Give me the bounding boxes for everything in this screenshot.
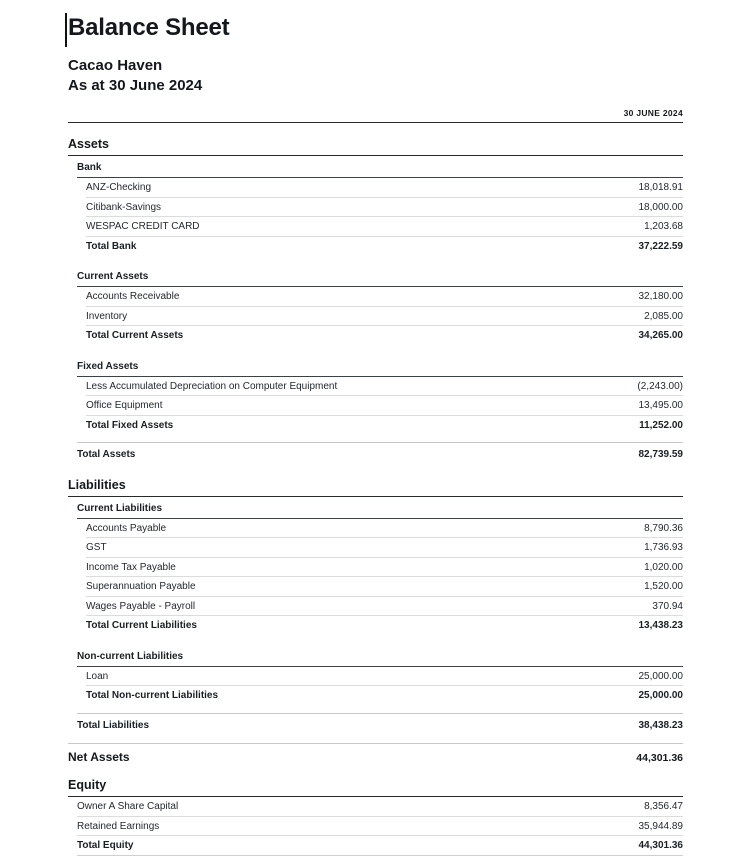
account-name: GST [86, 542, 107, 553]
subsection-heading-fixed-assets: Fixed Assets [77, 361, 683, 377]
account-row [86, 577, 683, 597]
section-heading-assets: Assets [68, 137, 683, 156]
account-row [86, 597, 683, 617]
total-assets-row [77, 442, 683, 464]
report-title[interactable]: Balance Sheet [68, 14, 230, 41]
text-cursor [65, 13, 67, 47]
total-fixed-assets-row [86, 416, 683, 435]
total-label: Total Non-current Liabilities [86, 690, 219, 701]
subsection-heading-noncurrent-liabilities: Non-current Liabilities [77, 651, 683, 667]
account-row [77, 797, 683, 817]
account-value: 1,203.68 [644, 221, 683, 232]
section-equity [68, 778, 683, 856]
account-value: 8,790.36 [644, 522, 683, 534]
total-label: Total Equity [77, 840, 134, 851]
net-assets-label: Net Assets [68, 750, 130, 764]
subsection-heading-bank: Bank [77, 162, 683, 178]
subsection-heading-current-assets: Current Assets [77, 271, 683, 287]
net-assets-value: 44,301.36 [636, 752, 683, 764]
report-header [68, 13, 683, 47]
total-value: 44,301.36 [638, 840, 683, 851]
total-bank-row [86, 237, 683, 256]
group-noncurrent-liabilities [68, 651, 683, 705]
total-current-liabilities-row [86, 616, 683, 635]
total-label: Total Liabilities [77, 719, 150, 731]
account-name: Citibank-Savings [86, 201, 162, 213]
account-name: WESPAC CREDIT CARD [86, 221, 200, 232]
account-name: Accounts Payable [86, 522, 167, 534]
account-name: Inventory [86, 310, 128, 322]
total-liabilities-row [77, 713, 683, 735]
total-label: Total Current Assets [86, 330, 184, 341]
account-row [86, 396, 683, 416]
total-value: 13,438.23 [638, 620, 683, 631]
account-name: ANZ-Checking [86, 182, 152, 193]
total-label: Total Fixed Assets [86, 419, 174, 431]
account-row [86, 217, 683, 237]
account-value: 1,020.00 [644, 561, 683, 573]
account-row [86, 287, 683, 307]
total-label: Total Assets [77, 449, 136, 460]
total-value: 34,265.00 [638, 330, 683, 341]
group-current-liabilities [68, 503, 683, 635]
account-value: 8,356.47 [644, 801, 683, 812]
account-row [86, 198, 683, 218]
account-name: Accounts Receivable [86, 291, 180, 302]
account-value: (2,243.00) [637, 380, 683, 392]
account-value: 370.94 [652, 600, 683, 612]
group-current-assets [68, 271, 683, 345]
account-name: Income Tax Payable [86, 561, 176, 573]
total-noncurrent-liabilities-row [86, 686, 683, 705]
net-assets-row [68, 743, 683, 764]
account-value: 25,000.00 [638, 670, 683, 682]
total-value: 25,000.00 [638, 690, 683, 701]
group-bank [68, 162, 683, 255]
account-name: Less Accumulated Depreciation on Computer Equipment [86, 380, 338, 392]
section-liabilities [68, 478, 683, 735]
account-name: Loan [86, 670, 109, 682]
account-name: Superannuation Payable [86, 581, 196, 592]
section-heading-equity: Equity [68, 778, 683, 797]
account-value: 2,085.00 [644, 310, 683, 322]
total-current-assets-row [86, 326, 683, 345]
total-label: Total Bank [86, 240, 137, 252]
total-value: 82,739.59 [638, 449, 683, 460]
account-value: 35,944.89 [638, 820, 683, 832]
account-name: Wages Payable - Payroll [86, 600, 196, 612]
account-value: 32,180.00 [638, 291, 683, 302]
account-row [86, 307, 683, 327]
total-value: 37,222.59 [638, 240, 683, 252]
column-header-date: 30 JUNE 2024 [68, 108, 683, 123]
total-value: 38,438.23 [638, 719, 683, 731]
section-assets [68, 137, 683, 464]
account-row [86, 558, 683, 578]
section-heading-liabilities: Liabilities [68, 478, 683, 497]
group-fixed-assets [68, 361, 683, 435]
report-date-line: As at 30 June 2024 [68, 77, 203, 94]
account-name: Retained Earnings [77, 820, 160, 832]
total-value: 11,252.00 [639, 419, 683, 431]
account-value: 1,520.00 [644, 581, 683, 592]
account-row [86, 538, 683, 558]
account-value: 18,018.91 [638, 182, 683, 193]
account-row [86, 377, 683, 397]
account-row [86, 667, 683, 687]
subsection-heading-current-liabilities: Current Liabilities [77, 503, 683, 519]
account-name: Owner A Share Capital [77, 801, 179, 812]
company-name: Cacao Haven [68, 57, 163, 74]
account-value: 1,736.93 [644, 542, 683, 553]
account-row [86, 519, 683, 539]
account-value: 13,495.00 [638, 400, 683, 411]
account-value: 18,000.00 [638, 201, 683, 213]
total-label: Total Current Liabilities [86, 620, 197, 631]
account-row [77, 817, 683, 837]
account-row [86, 178, 683, 198]
account-name: Office Equipment [86, 400, 163, 411]
